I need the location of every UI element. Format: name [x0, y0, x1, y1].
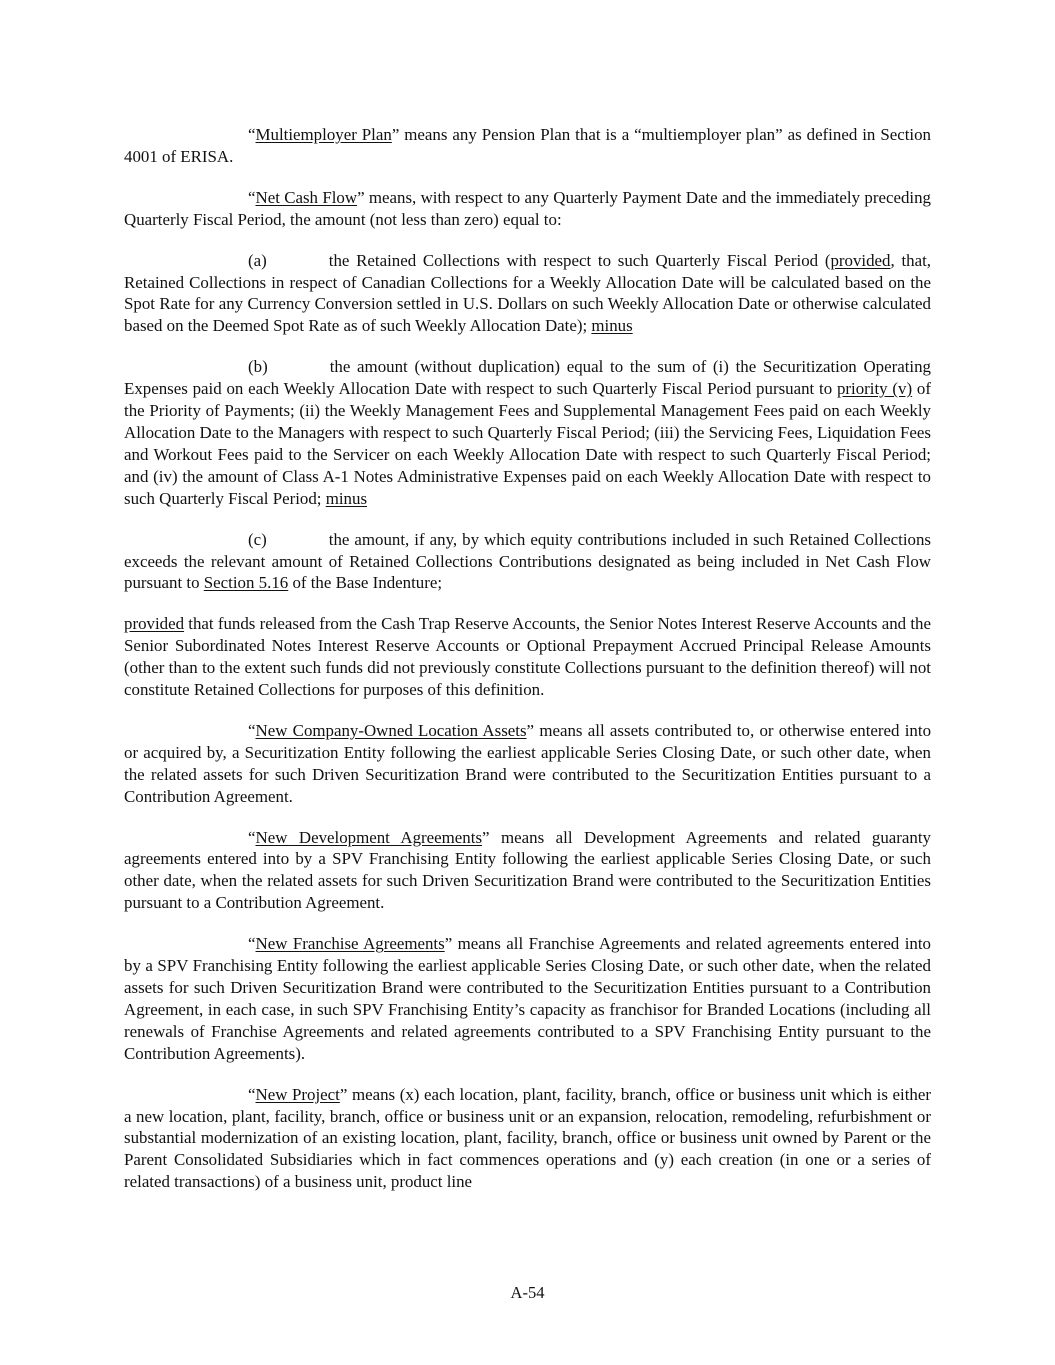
proviso-text: that funds released from the Cash Trap Reserve Accounts, the Senior Notes Interest Reserve Accounts and the Senior Subordinated Notes Interest Reserve Accounts or Optional Prepayment Accrued Principal Release Amounts (other than to the extent such funds did not previously constitute Collections pursuant to the definition thereof) will not constitute Retained Collections for purposes of this definition.: [124, 614, 931, 700]
proviso-paragraph: [124, 613, 931, 701]
defined-term: Net Cash Flow: [255, 187, 358, 207]
open-quote: “: [248, 934, 256, 954]
provided-term: provided: [830, 250, 891, 270]
clause-text: the amount, if any, by which equity contributions included in such Retained Collections exceeds the relevant amount of Retained Collections Contributions designated as being included in Net Cash Flow pursuant to: [124, 529, 931, 593]
defined-term: Multiemployer Plan: [255, 125, 392, 144]
open-quote: “: [248, 187, 256, 207]
definition-text: ” means all assets contributed to, or otherwise entered into or acquired by, a Securitization Entity following the earliest applicable Series Closing Date, or such other date, when the related assets for such Driven Securitization Brand were contributed to the Securitization Entities pursuant to a Contribution Agreement.: [124, 720, 932, 806]
open-quote: “: [248, 720, 256, 740]
definition-net-cash-flow: [124, 187, 931, 231]
definition-text: ” means all Franchise Agreements and related agreements entered into by a SPV Franchising Entity following the earliest applicable Series Closing Date, or such other date, when the related assets for such Driven Securitization Brand were contributed to the Securitization Entities pursuant to a Contribution Agreement, in each case, in such SPV Franchising Entity’s capacity as franchisor for Branded Locations (including all renewals of Franchise Agreements and related agreements contributed to a SPV Franchising Entity pursuant to the Contribution Agreements).: [124, 934, 932, 1063]
page-number: A-54: [510, 1283, 545, 1302]
definition-new-project: [124, 1084, 931, 1194]
definition-new-franchise-agreements: [124, 933, 931, 1064]
definition-new-development-agreements: [124, 827, 931, 915]
minus-term: minus: [591, 316, 633, 336]
provided-term: provided: [124, 614, 185, 634]
open-quote: “: [248, 827, 256, 847]
open-quote: “: [248, 1084, 256, 1104]
clause-label: (a): [248, 250, 267, 270]
section-reference: Section 5.16: [203, 573, 289, 593]
clause-label: (b): [248, 357, 268, 377]
document-page: [124, 124, 931, 1212]
clause-text: the amount (without duplication) equal to the sum of (i) the Securitization Operating Expenses paid on each Weekly Allocation Date with respect to such Quarterly Fiscal Period pursuant to: [124, 357, 931, 399]
clause-a: [124, 250, 931, 338]
definition-text: ” means, with respect to any Quarterly Payment Date and the immediately preceding Quarterly Fiscal Period, the amount (not less than zero) equal to:: [124, 187, 931, 229]
clause-text-continued: of the Priority of Payments; (ii) the Weekly Management Fees and Supplemental Management Fees paid on each Weekly Allocation Date to the Managers with respect to such Quarterly Fiscal Period; (iii) the Servicing Fees, Liquidation Fees and Workout Fees paid to the Servicer on each Weekly Allocation Date with respect to such Quarterly Fiscal Period; and (iv) the amount of Class A-1 Notes Administrative Expenses paid on each Weekly Allocation Date with respect to such Quarterly Fiscal Period;: [124, 379, 931, 508]
definition-multiemployer-plan: [124, 124, 931, 168]
clause-c: [124, 529, 931, 595]
defined-term: New Company-Owned Location Assets: [255, 720, 527, 740]
defined-term: New Project: [255, 1084, 340, 1104]
open-quote: “: [248, 125, 256, 144]
clause-text-continued: , that, Retained Collections in respect of Canadian Collections for a Weekly Allocation Date will be calculated based on the Spot Rate for any Currency Conversion settled in U.S. Dollars on such Weekly Allocation Date or otherwise calculated based on the Deemed Spot Rate as of such Weekly Allocation Date);: [124, 250, 932, 336]
definition-text: ” means all Development Agreements and related guaranty agreements entered into by a SPV Franchising Entity following the earliest applicable Series Closing Date, or such other date, when the related assets for such Driven Securitization Brand were contributed to the Securitization Entities pursuant to a Contribution Agreement.: [124, 827, 932, 913]
clause-text-continued: of the Base Indenture;: [288, 573, 443, 593]
definition-new-company-owned-location-assets: [124, 720, 931, 808]
defined-term: New Development Agreements: [255, 827, 483, 847]
priority-reference: priority (v): [836, 379, 913, 399]
definition-text: ” means (x) each location, plant, facility, branch, office or business unit which is either a new location, plant, facility, branch, office or business unit or an expansion, relocation, remodeling, refurbishment or substantial modernization of an existing location, plant, facility, branch, office or business unit owned by Parent or the Parent Consolidated Subsidiaries which in fact commences operations and (y) each creation (in one or a series of related transactions) of a business unit, product line: [124, 1084, 931, 1192]
minus-term: minus: [325, 488, 368, 508]
clause-text: the Retained Collections with respect to such Quarterly Fiscal Period (: [328, 250, 831, 270]
definition-text: ” means any Pension Plan that is a “multiemployer plan” as defined in Section 4001 of ERISA.: [124, 125, 931, 166]
clause-b: [124, 356, 931, 509]
clause-label: (c): [248, 529, 267, 549]
defined-term: New Franchise Agreements: [255, 934, 445, 954]
